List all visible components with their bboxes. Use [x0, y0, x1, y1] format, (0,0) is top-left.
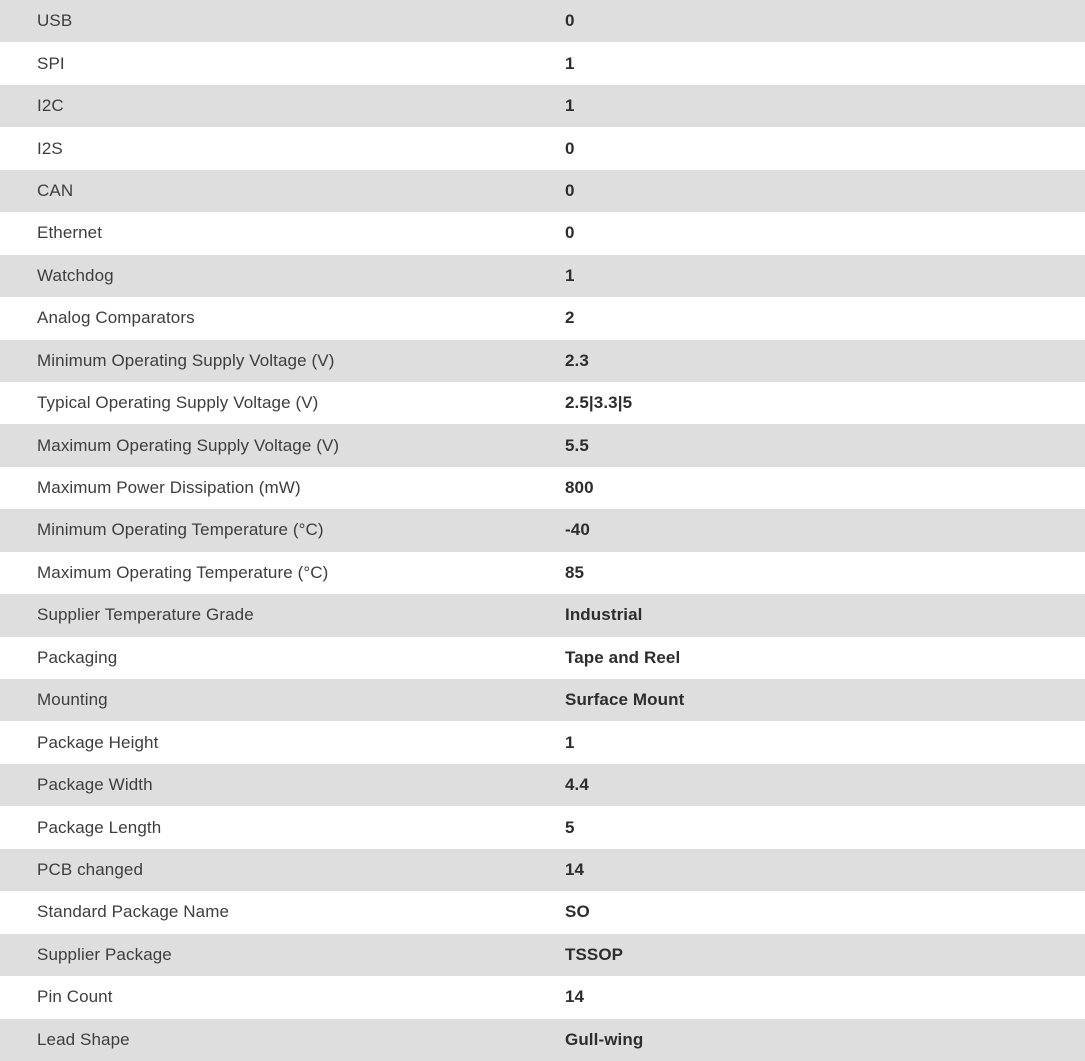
spec-row [0, 127, 1085, 169]
spec-row [0, 340, 1085, 382]
spec-value: 5 [565, 817, 575, 837]
spec-label: Lead Shape [37, 1029, 130, 1049]
spec-label: SPI [37, 53, 65, 73]
spec-row [0, 679, 1085, 721]
spec-label: Packaging [37, 647, 118, 667]
spec-row [0, 170, 1085, 212]
spec-value: 800 [565, 478, 594, 498]
spec-label: Watchdog [37, 265, 114, 285]
spec-label: Typical Operating Supply Voltage (V) [37, 393, 319, 413]
spec-row [0, 85, 1085, 127]
spec-value: -40 [565, 520, 590, 540]
spec-row [0, 891, 1085, 933]
spec-row [0, 509, 1085, 551]
spec-row [0, 637, 1085, 679]
spec-row [0, 1019, 1085, 1061]
spec-row [0, 0, 1085, 42]
spec-value: Surface Mount [565, 690, 685, 710]
spec-row [0, 424, 1085, 466]
spec-value: 0 [565, 223, 575, 243]
spec-label: Package Height [37, 732, 159, 752]
spec-row [0, 976, 1085, 1018]
spec-row [0, 594, 1085, 636]
spec-row [0, 806, 1085, 848]
spec-row [0, 552, 1085, 594]
spec-value: 1 [565, 732, 575, 752]
spec-value: 1 [565, 96, 575, 116]
spec-label: USB [37, 11, 73, 31]
spec-value: TSSOP [565, 944, 624, 964]
spec-value: 85 [565, 562, 585, 582]
spec-label: Mounting [37, 690, 108, 710]
spec-label: I2S [37, 138, 63, 158]
spec-value: 0 [565, 11, 575, 31]
spec-label: Pin Count [37, 987, 113, 1007]
spec-row [0, 764, 1085, 806]
spec-row [0, 212, 1085, 254]
spec-value: 5.5 [565, 435, 589, 455]
spec-value: 0 [565, 180, 575, 200]
spec-value: 14 [565, 859, 585, 879]
spec-label: Supplier Temperature Grade [37, 605, 254, 625]
spec-value: 1 [565, 265, 575, 285]
spec-value: 2 [565, 308, 575, 328]
spec-label: Ethernet [37, 223, 103, 243]
spec-row [0, 934, 1085, 976]
spec-label: PCB changed [37, 859, 144, 879]
spec-value: Gull-wing [565, 1029, 644, 1049]
spec-row [0, 382, 1085, 424]
spec-label: Minimum Operating Temperature (°C) [37, 520, 324, 540]
spec-label: Minimum Operating Supply Voltage (V) [37, 350, 335, 370]
spec-value: 14 [565, 987, 585, 1007]
spec-row [0, 849, 1085, 891]
spec-value: Tape and Reel [565, 647, 681, 667]
spec-value: 2.3 [565, 350, 589, 370]
spec-label: Analog Comparators [37, 308, 195, 328]
spec-value: 2.5|3.3|5 [565, 393, 633, 413]
spec-row [0, 255, 1085, 297]
spec-row [0, 467, 1085, 509]
spec-row [0, 42, 1085, 84]
spec-value: SO [565, 902, 590, 922]
spec-row [0, 297, 1085, 339]
spec-label: Standard Package Name [37, 902, 230, 922]
spec-value: 1 [565, 53, 575, 73]
spec-value: 0 [565, 138, 575, 158]
spec-label: Maximum Operating Temperature (°C) [37, 562, 329, 582]
spec-label: Maximum Power Dissipation (mW) [37, 478, 301, 498]
spec-label: CAN [37, 180, 74, 200]
spec-label: Package Width [37, 775, 153, 795]
spec-value: 4.4 [565, 775, 589, 795]
spec-row [0, 721, 1085, 763]
spec-label: I2C [37, 96, 64, 116]
spec-label: Package Length [37, 817, 162, 837]
spec-label: Maximum Operating Supply Voltage (V) [37, 435, 340, 455]
spec-value: Industrial [565, 605, 643, 625]
spec-label: Supplier Package [37, 944, 172, 964]
